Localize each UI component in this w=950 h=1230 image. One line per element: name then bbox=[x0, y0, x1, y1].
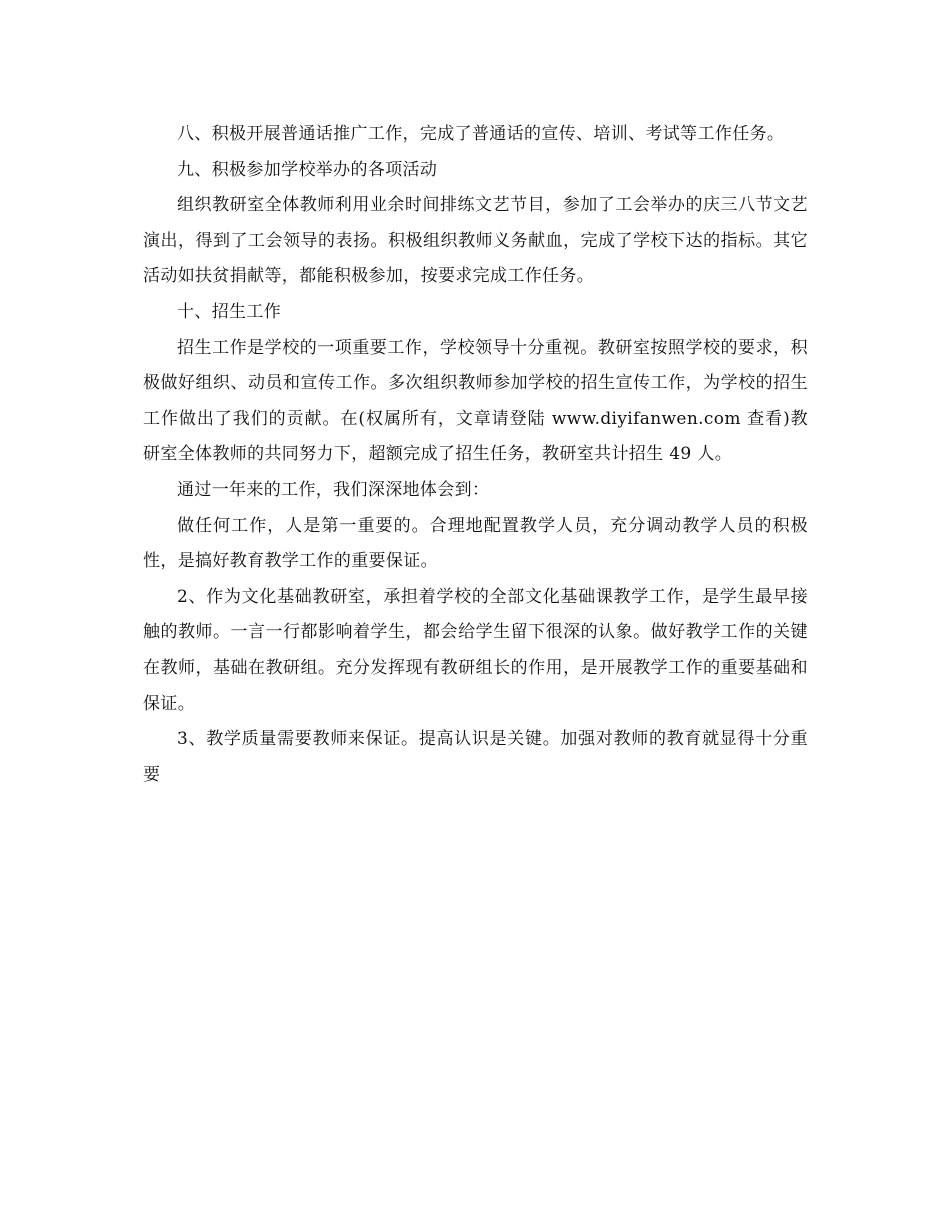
section-heading-school-activities: 九、积极参加学校举办的各项活动 bbox=[177, 159, 438, 180]
paragraph-reflection-quality: 3、教学质量需要教师来保证。提高认识是关键。加强对教师的教育就显得十分重要 bbox=[143, 729, 808, 785]
paragraph-reflection-staffing: 做任何工作，人是第一重要的。合理地配置教学人员，充分调动教学人员的积极性，是搞好教育教学工作的重要保证。 bbox=[143, 515, 808, 572]
paragraph-reflection-teachers: 2、作为文化基础教研室，承担着学校的全部文化基础课教学工作，是学生最早接触的教师。一言一行都影响着学生，都会给学生留下很深的认象。做好教学工作的关键在教师，基础在教研组。充分发挥现有教研组长的作用，是开展教学工作的重要基础和保证。 bbox=[143, 586, 808, 714]
document-body bbox=[143, 117, 808, 793]
paragraph-enrollment: 招生工作是学校的一项重要工作，学校领导十分重视。教研室按照学校的要求，积极做好组织、动员和宣传工作。多次组织教师参加学校的招生宣传工作，为学校的招生工作做出了我们的贡献。在(权属所有，文章请登陆 www.diyifanwen.com 查看)教研室全体教师的共同努力下，超额完成了招生任务，教研室共计招生 49 人。 bbox=[143, 337, 808, 465]
paragraph-reflection-intro: 通过一年来的工作，我们深深地体会到： bbox=[177, 479, 490, 500]
paragraph-putonghua-promotion: 八、积极开展普通话推广工作，完成了普通话的宣传、培训、考试等工作任务。 bbox=[177, 124, 785, 144]
paragraph-school-activities: 组织教研室全体教师利用业余时间排练文艺节目，参加了工会举办的庆三八节文艺演出，得到了工会领导的表扬。积极组织教师义务献血，完成了学校下达的指标。其它活动如扶贫捐献等，都能积极参加，按要求完成工作任务。 bbox=[143, 195, 808, 287]
section-heading-enrollment: 十、招生工作 bbox=[177, 301, 282, 322]
